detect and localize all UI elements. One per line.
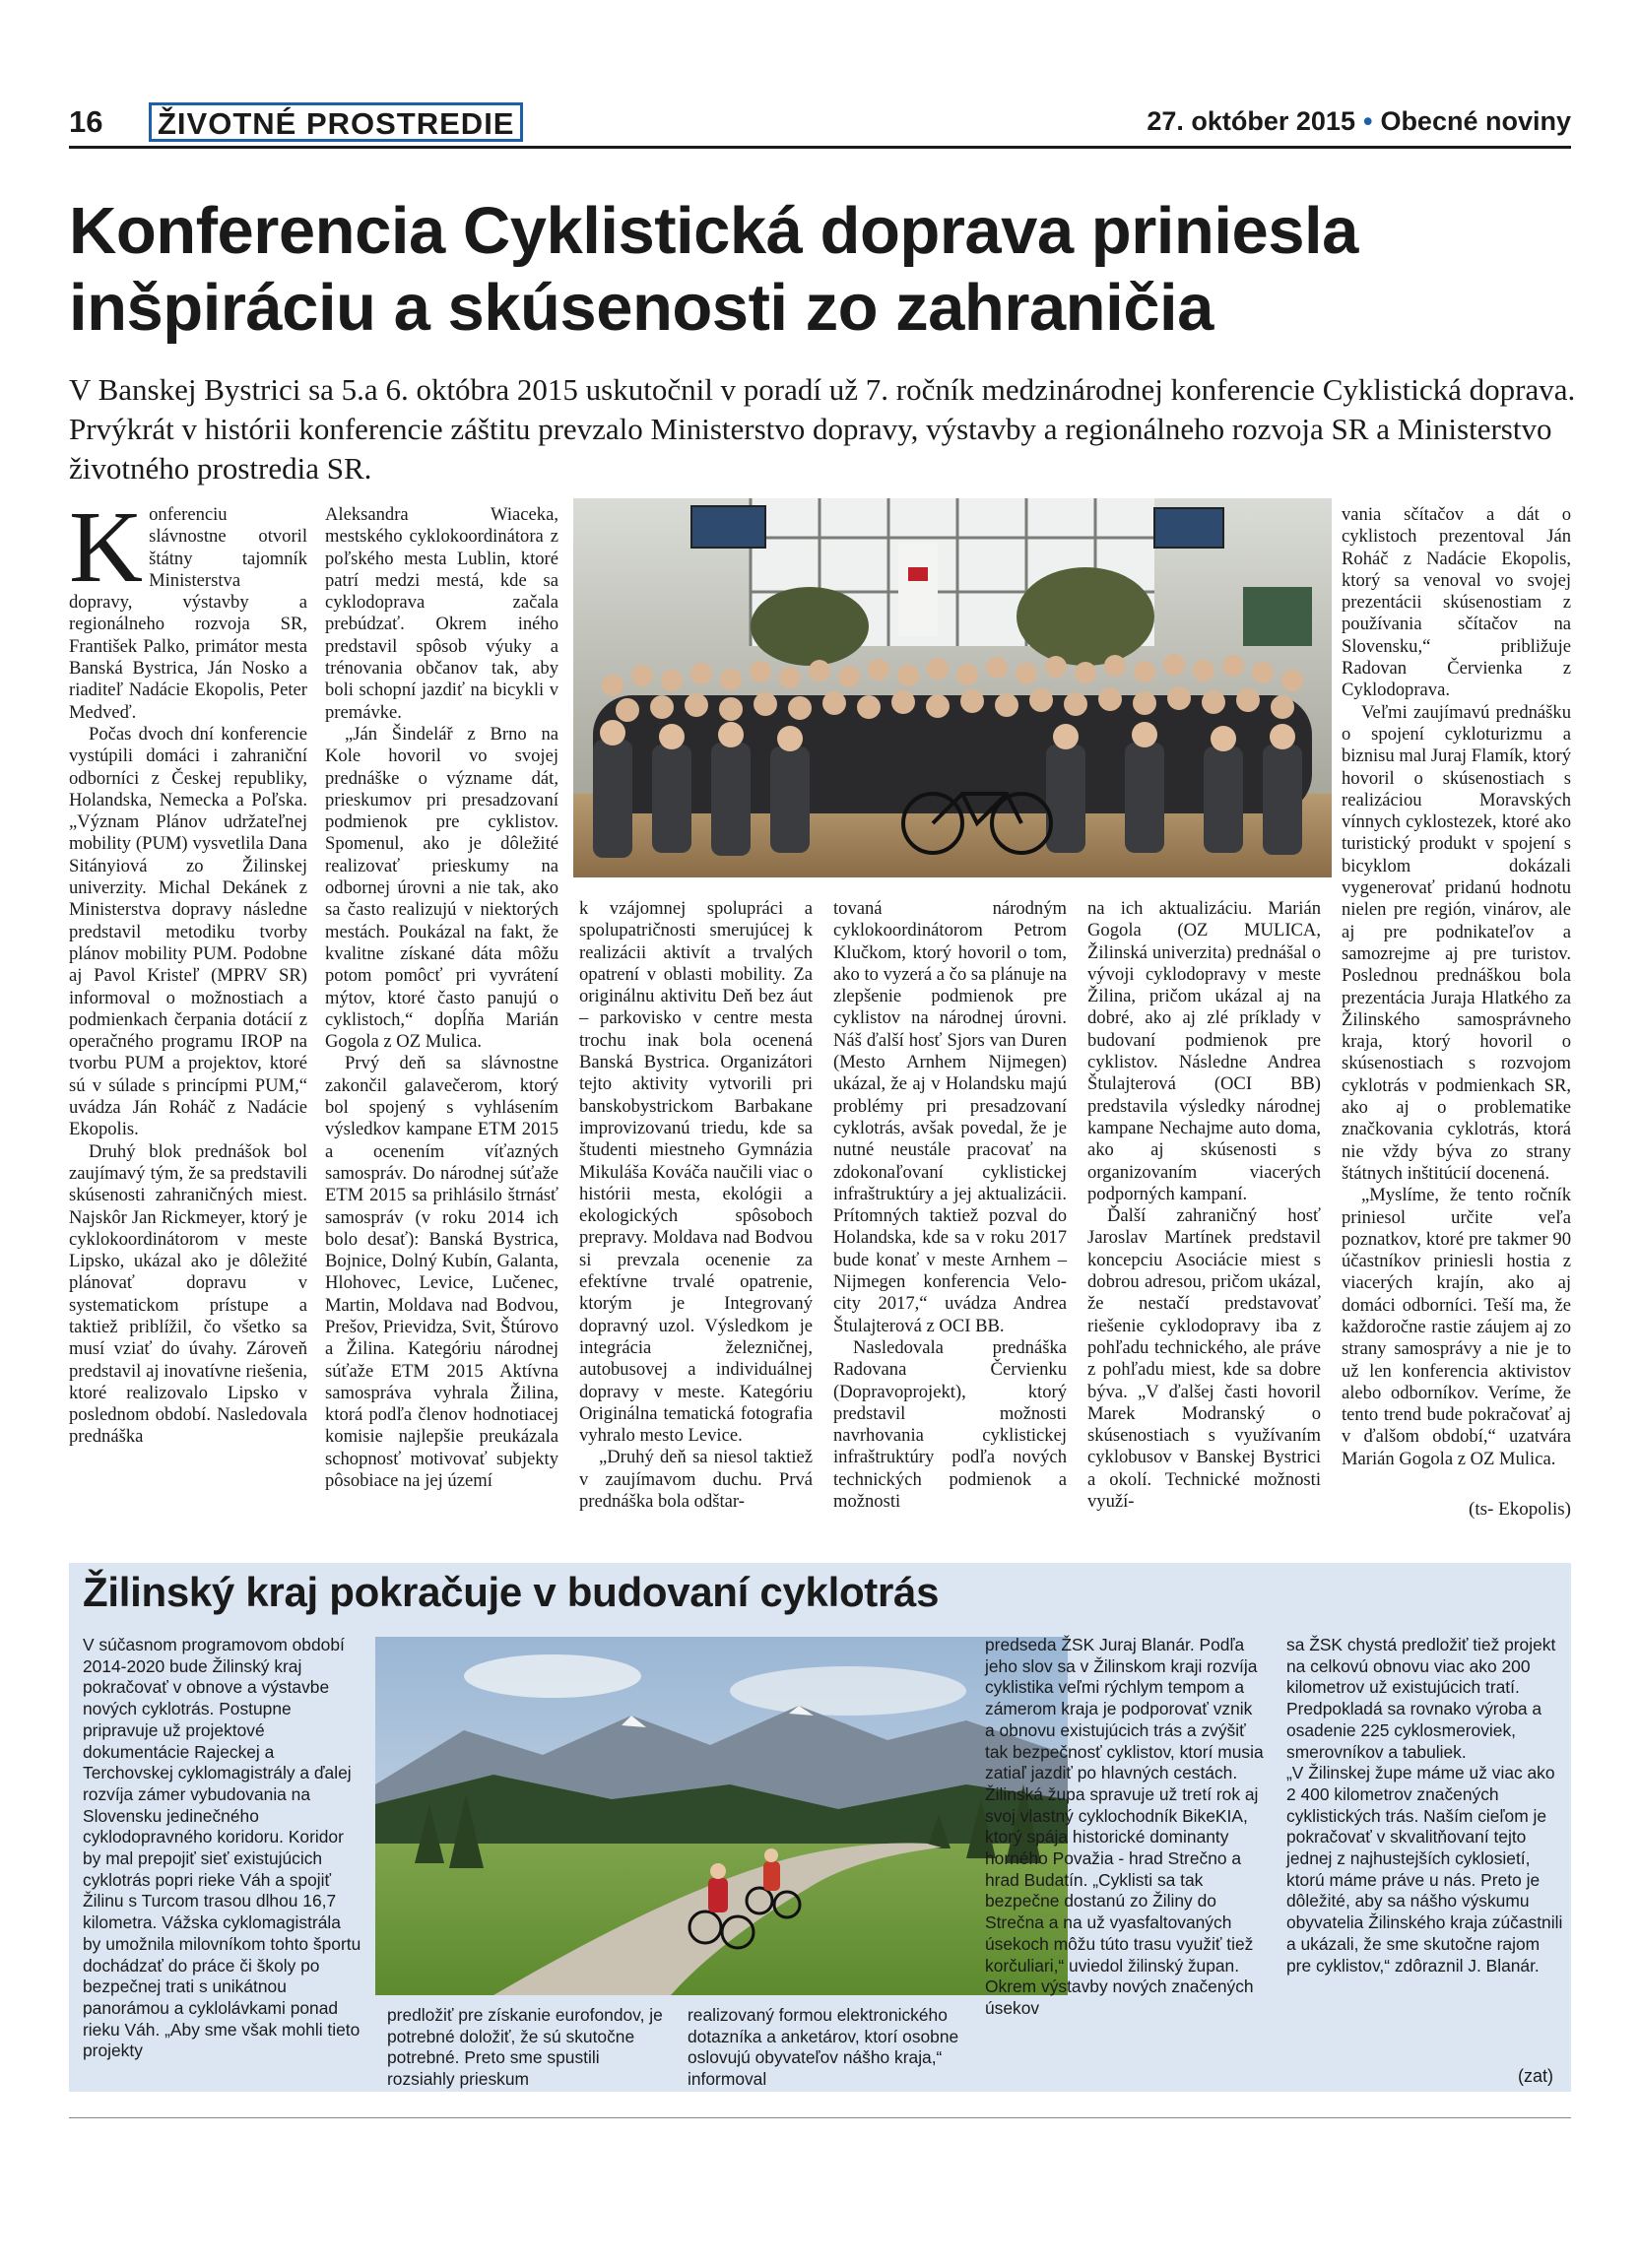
paragraph: Prvý deň sa slávnostne zakončil galavečerom, ktorý bol spojený s vyhlásením výsledkov kampane ETM 2015 a ocenením víťazných samospráv. Do národnej súťaže ETM 2015 sa prihlásilo štrnásť samospráv (v roku 2014 ich bolo desať): Banská Bystrica, Bojnice, Dolný Kubín, Galanta, Hlohovec, Levice, Lučenec, Martin, Moldava nad Bodvou, Prešov, Prievidza, Svit, Štúrovo a Žilina. Kategóriu národnej súťaže ETM 2015 Aktívna samospráva vyhrala Žilina, ktorá podľa členov hodnotiacej komisie najlepšie preukázala schopnosť motivovať subjekty pôsobiace na jej území [325, 1053, 558, 1492]
paragraph: na ich aktualizáciu. Marián Gogola (OZ MULICA, Žilinská univerzita) prednášal o vývoji cyklodopravy v meste Žilina, pričom ukázal aj na dobré, ako aj zlé príklady v budovaní podmienok pre cyklistov. Následne Andrea Štulajterová (OCI BB) predstavila výsledky národnej kampane Nechajme auto doma, ako aj skúsenosti s organizovaním viacerých podporných kampaní. [1087, 898, 1321, 1204]
paragraph: k vzájomnej spolupráci a spolupatričnosti smerujúcej k realizácii aktivít a trvalých opatrení v oblasti mobility. Za originálnu aktivitu Deň bez áut – parkovisko v centre mesta trochu inak bola ocenená Banská Bystrica. Organizátori tejto aktivity vytvorili pri banskobystrickom Barbakane improvizovanú triedu, kde sa študenti miestneho Gymnázia Mikuláša Kováča naučili viac o histórii mesta, ekológii a ekologických spôsoboch prepravy. Moldava nad Bodvou si prevzala ocenenie za efektívne trvalé opatrenie, ktorým je Integrovaný dopravný uzol. Výsledkom je integrácia železničnej, autobusovej a individuálnej dopravy v meste. Kategóriu Originálna tematická fotografia vyhralo mesto Levice. [579, 898, 813, 1447]
box-signature: (zat) [1518, 2066, 1553, 2086]
box-headline: Žilinský kraj pokračuje v budovaní cyklotrás [83, 1569, 940, 1615]
box-column-4 [985, 1635, 1266, 2020]
article-column-3 [579, 898, 813, 1513]
article-column-4 [833, 898, 1067, 1513]
header-rule [69, 146, 1571, 149]
headline-line-2: inšpiráciu a skúsenosti zo zahraničia [69, 271, 1214, 345]
paragraph: Nasledovala prednáška Radovana Červienku (Dopravoprojekt), ktorý predstavil možnosti navrhovania cyklistickej infraštruktúry podľa nových technických podmienok a možnosti [833, 1336, 1067, 1513]
article-column-2 [325, 504, 558, 1492]
paragraph: Ďalší zahraničný hosť Jaroslav Martínek predstavil koncepciu Asociácie miest s dobrou adresou, pričom ukázal, že nestačí predstavovať riešenie cyklodopravy iba z pohľadu technického, ale práve z pohľadu miest, kde sa dobre býva. „V ďalšej časti hovoril Marek Modranský o skúsenostiach s využívaním cyklobusov v Banskej Bystrici a okolí. Technické možnosti využí- [1087, 1205, 1321, 1513]
paragraph: V súčasnom programovom období 2014-2020 bude Žilinský kraj pokračovať v obnove a výstavbe nových cyklotrás. Postupne pripravuje už projektové dokumentácie Rajeckej a Terchovskej cyklomagistrály a ďalej rozvíja zámer vybudovania na Slovensku jedinečného cyklodopravného koridoru. Koridor by mal prepojiť sieť existujúcich cyklotrás popri rieke Váh a spojiť Žilinu s Turcom trasou dlhou 16,7 kilometra. Vážska cyklomagistrála by umožnila milovníkom tohto športu dochádzať do práce či školy po bezpečnej trati s unikátnou panorámou a cyklolávkami ponad rieku Váh. „Aby sme však mohli tieto projekty [83, 1635, 361, 2061]
group-photo-illustration [573, 498, 1332, 877]
paragraph: tovaná národným cyklokoordinátorom Petrom Klučkom, ktorý hovoril o tom, ako to vyzerá a čo sa plánuje na zlepšenie podmienok pre cyklistov na národnej úrovni. Náš ďalší hosť Sjors van Duren (Mesto Arnhem Nijmegen) ukázal, že aj v Holandsku majú problémy pri presadzovaní cyklotrás, avšak povedal, že je nutné neustále pracovať na zdokonaľovaní cyklistickej infraštruktúry a jej aktualizácii. Prítomných taktiež pozval do Holandska, kde sa v roku 2017 bude konať v meste Arnhem – Nijmegen konferencia Velo-city 2017,“ uvádza Andrea Štulajterová z OCI BB. [833, 898, 1067, 1336]
paragraph: predložiť pre získanie eurofondov, je potrebné doložiť, že sú skutočne potrebné. Preto sme spustili rozsiahly prieskum [387, 2005, 663, 2090]
article-lead: V Banskej Bystrici sa 5.a 6. októbra 2015 uskutočnil v poradí už 7. ročník medzinárodnej konferencie Cyklistická doprava. Prvýkrát v histórii konferencie záštitu prevzalo Ministerstvo dopravy, výstavby a regionálneho rozvoja SR a Ministerstvo životného prostredia SR. [69, 372, 1576, 486]
article-signature: (ts- Ekopolis) [1469, 1499, 1571, 1520]
paragraph: Aleksandra Wiaceka, mestského cyklokoordinátora z poľského mesta Lublin, ktoré patrí medzi mestá, kde sa cyklodoprava začala prebúdzať. Okrem iného predstavil spôsob výuky a trénovania občanov tak, aby boli schopní jazdiť na bicykli v premávke. [325, 504, 558, 723]
drop-cap: K [69, 490, 144, 604]
paragraph: Druhý blok prednášok bol zaujímavý tým, že sa predstavili skúsenosti zahraničných miest. Najskôr Jan Rickmeyer, ktorý je cyklokoordinátorom v meste Lipsko, ukázal ako je dôležité plánovať dopravu v systematickom prístupe a taktiež priblížil, čo všetko sa musí vziať do úvahy. Zároveň predstavil aj inovatívne riešenia, ktoré realizovalo Lipsko v poslednom období. Nasledovala prednáška [69, 1140, 307, 1448]
cyclists-photo-illustration [375, 1637, 1068, 1995]
headline-line-1: Konferencia Cyklistická doprava priniesla [69, 194, 1358, 268]
section-tag: ŽIVOTNÉ PROSTREDIE [149, 102, 523, 142]
article-column-1 [69, 490, 307, 1449]
paragraph: vania sčítačov a dát o cyklistoch prezentoval Ján Roháč z Nadácie Ekopolis, ktorý sa venoval vo svojej prezentácii skúsenostiam z používania sčítačov na Slovensku,“ približuje Radovan Červienka z Cyklodoprava. [1342, 504, 1571, 701]
paragraph: predseda ŽSK Juraj Blanár. Podľa jeho slov sa v Žilinskom kraji rozvíja cyklistika veľmi rýchlym tempom a zámerom kraja je podporovať vznik a obnovu existujúcich trás a zvýšiť tak bezpečnosť cyklistov, ktorí musia zatiaľ jazdiť po hlavných cestách. Žilinská župa spravuje už tretí rok aj svoj vlastný cyklochodník BikeKIA, ktorý spája historické dominanty horného Považia - hrad Strečno a hrad Budatín. „Cyklisti sa tak bezpečne dostanú zo Žiliny do Strečna a na už vyasfaltovaných úsekoch môžu túto trasu využiť tiež korčuliari,“ uviedol žilinský župan. Okrem výstavby nových značených úsekov [985, 1635, 1264, 2018]
article-column-5 [1087, 898, 1321, 1513]
conference-group-photo [573, 498, 1332, 877]
paragraph: Konferenciu slávnostne otvoril štátny tajomník Ministerstva dopravy, výstavby a regionálneho rozvoja SR, František Palko, primátor mesta Banská Bystrica, Ján Nosko a riaditeľ Nadácie Ekopolis, Peter Medveď. [69, 490, 307, 723]
separator-dot: • [1362, 106, 1373, 136]
box-column-3 [688, 2005, 963, 2091]
article-column-6 [1342, 504, 1571, 1470]
bottom-rule [69, 2117, 1571, 2118]
paragraph: „Druhý deň sa niesol taktiež v zaujímavom duchu. Prvá prednáška bola odštar- [579, 1447, 813, 1513]
box-column-2 [387, 2005, 663, 2091]
paragraph: realizovaný formou elektronického dotazníka a anketárov, ktorí osobne oslovujú obyvateľov nášho kraja,“ informoval [688, 2005, 959, 2090]
cyclists-mountain-photo [375, 1637, 1068, 1995]
article-headline [69, 193, 1576, 347]
dateline [1147, 106, 1571, 137]
paragraph: „Ján Šindelář z Brno na Kole hovoril vo svojej prednáške o význame dát, prieskumov pri presadzovaní podmienok pre cyklistov. Spomenul, ako je dôležité realizovať prieskumy na odbornej úrovni a nie tak, ako sa často realizujú v niektorých mestách. Poukázal na fakt, že kvalitne získané dáta môžu potom pomôcť pri vyvrátení mýtov, ktoré často panujú o cyklistoch,“ dopĺňa Marián Gogola z OZ Mulica. [325, 723, 558, 1053]
paragraph: „V Žilinskej župe máme už viac ako 2 400 kilometrov značených cyklistických trás. Naším cieľom je pokračovať v skvalitňovaní tejto jednej z najhustejších cyklosietí, ktorú máme práve u nás. Preto je dôležité, aby sa nášho výskumu obyvatelia Žilinského kraja zúčastnili a ukázali, že sme skutočne rajom pre cyklistov,“ zdôraznil J. Blanár. [1286, 1763, 1563, 1976]
box-column-1 [83, 1635, 363, 2062]
paragraph: Počas dvoch dní konferencie vystúpili domáci i zahraniční odborníci z Českej republiky, Holandska, Nemecka a Poľska. „Význam Plánov udržateľnej mobility (PUM) vysvetlila Dana Sitányiová zo Žilinskej univerzity. Michal Dekánek z Ministerstva dopravy následne predstavil metodiku tvorby plánov mobility PUM. Podobne aj Pavol Kristeľ (MPRV SR) informoval o možnostiach a podmienkach čerpania dotácií z operačného programu IROP na tvorbu PUM a projektov, ktoré sú v súlade s princípmi PUM,“ uvádza Ján Roháč z Nadácie Ekopolis. [69, 723, 307, 1140]
page-number: 16 [69, 104, 103, 139]
issue-date: 27. október 2015 [1147, 106, 1355, 136]
box-column-5 [1286, 1635, 1567, 1976]
paragraph: „Myslíme, že tento ročník priniesol určite veľa poznatkov, ktoré pre takmer 90 účastníkov priniesli hostia z viacerých krajín, ako aj domáci odborníci. Teší ma, že každoročne rastie záujem aj zo strany samosprávy a nie je to už len konferencia aktivistov alebo odborníkov. Veríme, že tento trend bude pokračovať aj v ďalšom období,“ uzatvára Marián Gogola z OZ Mulica. [1342, 1185, 1571, 1469]
publication-name: Obecné noviny [1380, 106, 1571, 136]
paragraph: sa ŽSK chystá predložiť tiež projekt na celkovú obnovu viac ako 200 kilometrov už existujúcich tratí. Predpokladá sa rovnako výroba a osadenie 225 cyklosmeroviek, smerovníkov a tabuliek. [1286, 1635, 1556, 1762]
paragraph: Veľmi zaujímavú prednášku o spojení cykloturizmu a biznisu mal Juraj Flamík, ktorý hovoril o skúsenostiach s realizáciou Moravských vínnych cyklostezek, ktoré ako turistický produkt v spojení s bicyklom dokázali vygenerovať pridanú hodnotu nielen pre región, vinárov, ale aj pre podnikateľov a samozrejme aj pre turistov. Poslednou prednáškou bola prezentácia Juraja Hlatkého za Žilinského samosprávneho kraja, ktorý hovoril o skúsenostiach s rozvojom cyklotrás v podmienkach SR, ako aj o problematike značkovania cyklotrás, ktorá nie vždy býva zo strany štátnych inštitúcií docenená. [1342, 701, 1571, 1184]
